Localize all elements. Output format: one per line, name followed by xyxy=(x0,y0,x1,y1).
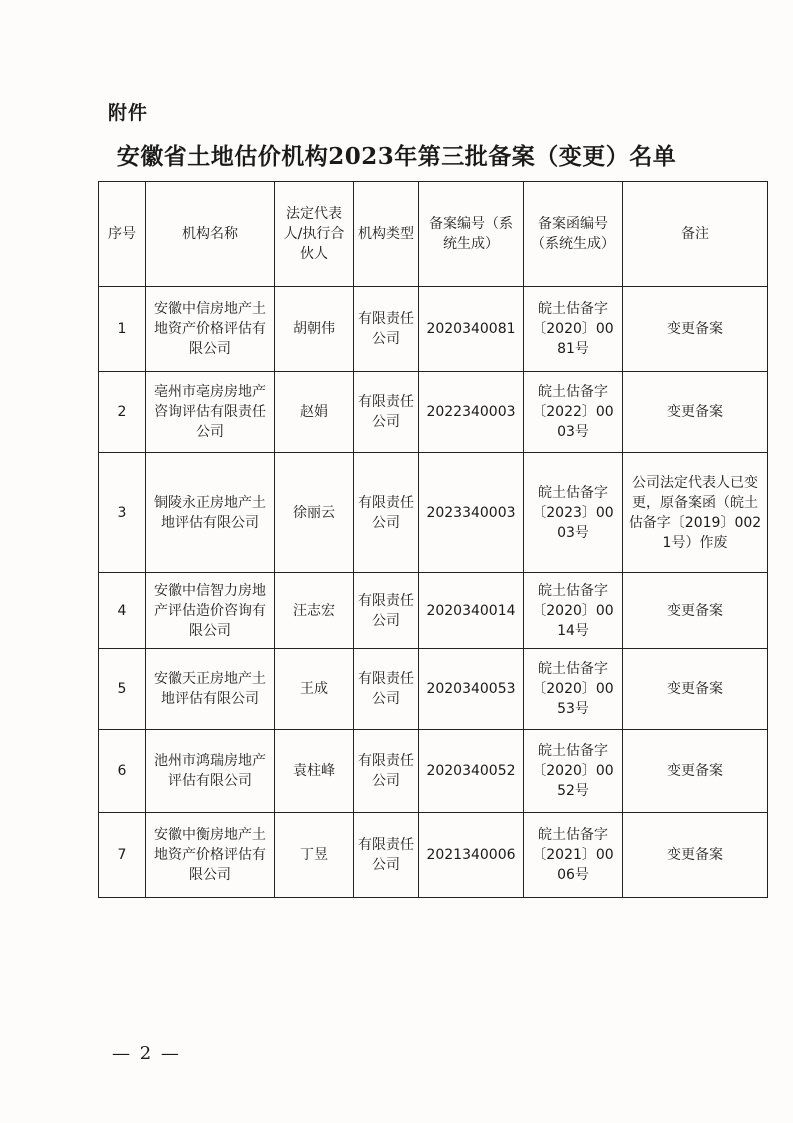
table-row xyxy=(99,453,768,573)
cell-type: 有限责任公司 xyxy=(354,649,419,730)
cell-seq: 7 xyxy=(99,813,146,898)
page-title: 安徽省土地估价机构2023年第三批备案（变更）名单 xyxy=(116,143,677,170)
cell-name: 亳州市亳房房地产咨询评估有限责任公司 xyxy=(146,372,275,453)
cell-rep: 袁柱峰 xyxy=(275,730,354,813)
cell-name: 安徽中信房地产土地资产价格评估有限公司 xyxy=(146,287,275,372)
cell-rep: 王成 xyxy=(275,649,354,730)
cell-remark: 变更备案 xyxy=(623,573,768,649)
cell-rep: 丁昱 xyxy=(275,813,354,898)
cell-name: 安徽中衡房地产土地资产价格评估有限公司 xyxy=(146,813,275,898)
cell-record-no: 2022340003 xyxy=(419,372,524,453)
table-header-row xyxy=(99,182,768,287)
attachment-label: 附件 xyxy=(108,102,149,124)
cell-name: 安徽天正房地产土地评估有限公司 xyxy=(146,649,275,730)
header-type: 机构类型 xyxy=(354,182,419,287)
cell-type: 有限责任公司 xyxy=(354,573,419,649)
header-remark: 备注 xyxy=(623,182,768,287)
cell-remark: 公司法定代表人已变更，原备案函（皖土估备字〔2019〕0021号）作废 xyxy=(623,453,768,573)
cell-record-no: 2020340052 xyxy=(419,730,524,813)
cell-type: 有限责任公司 xyxy=(354,453,419,573)
cell-seq: 4 xyxy=(99,573,146,649)
cell-name: 铜陵永正房地产土地评估有限公司 xyxy=(146,453,275,573)
cell-seq: 6 xyxy=(99,730,146,813)
table-row xyxy=(99,573,768,649)
header-rep: 法定代表人/执行合伙人 xyxy=(275,182,354,287)
cell-letter-no: 皖土估备字〔2020〕0014号 xyxy=(524,573,623,649)
cell-record-no: 2020340081 xyxy=(419,287,524,372)
cell-letter-no: 皖土估备字〔2020〕0081号 xyxy=(524,287,623,372)
cell-letter-no: 皖土估备字〔2023〕0003号 xyxy=(524,453,623,573)
cell-letter-no: 皖土估备字〔2022〕0003号 xyxy=(524,372,623,453)
cell-letter-no: 皖土估备字〔2021〕0006号 xyxy=(524,813,623,898)
cell-seq: 1 xyxy=(99,287,146,372)
cell-seq: 5 xyxy=(99,649,146,730)
cell-name: 池州市鸿瑞房地产评估有限公司 xyxy=(146,730,275,813)
cell-name: 安徽中信智力房地产评估造价咨询有限公司 xyxy=(146,573,275,649)
cell-rep: 徐丽云 xyxy=(275,453,354,573)
cell-rep: 胡朝伟 xyxy=(275,287,354,372)
cell-type: 有限责任公司 xyxy=(354,372,419,453)
cell-rep: 赵娟 xyxy=(275,372,354,453)
header-seq: 序号 xyxy=(99,182,146,287)
cell-type: 有限责任公司 xyxy=(354,730,419,813)
page-number: — 2 — xyxy=(112,1043,181,1064)
cell-record-no: 2021340006 xyxy=(419,813,524,898)
registry-table xyxy=(98,181,768,898)
cell-seq: 3 xyxy=(99,453,146,573)
cell-remark: 变更备案 xyxy=(623,730,768,813)
cell-letter-no: 皖土估备字〔2020〕0052号 xyxy=(524,730,623,813)
cell-remark: 变更备案 xyxy=(623,649,768,730)
table-row xyxy=(99,649,768,730)
cell-seq: 2 xyxy=(99,372,146,453)
header-record-no: 备案编号（系统生成） xyxy=(419,182,524,287)
cell-type: 有限责任公司 xyxy=(354,813,419,898)
cell-record-no: 2020340053 xyxy=(419,649,524,730)
cell-rep: 汪志宏 xyxy=(275,573,354,649)
table-row xyxy=(99,372,768,453)
cell-record-no: 2020340014 xyxy=(419,573,524,649)
table-row xyxy=(99,730,768,813)
cell-remark: 变更备案 xyxy=(623,813,768,898)
header-letter-no: 备案函编号（系统生成） xyxy=(524,182,623,287)
cell-remark: 变更备案 xyxy=(623,287,768,372)
table-row xyxy=(99,813,768,898)
cell-record-no: 2023340003 xyxy=(419,453,524,573)
cell-letter-no: 皖土估备字〔2020〕0053号 xyxy=(524,649,623,730)
cell-type: 有限责任公司 xyxy=(354,287,419,372)
cell-remark: 变更备案 xyxy=(623,372,768,453)
header-name: 机构名称 xyxy=(146,182,275,287)
table-row xyxy=(99,287,768,372)
